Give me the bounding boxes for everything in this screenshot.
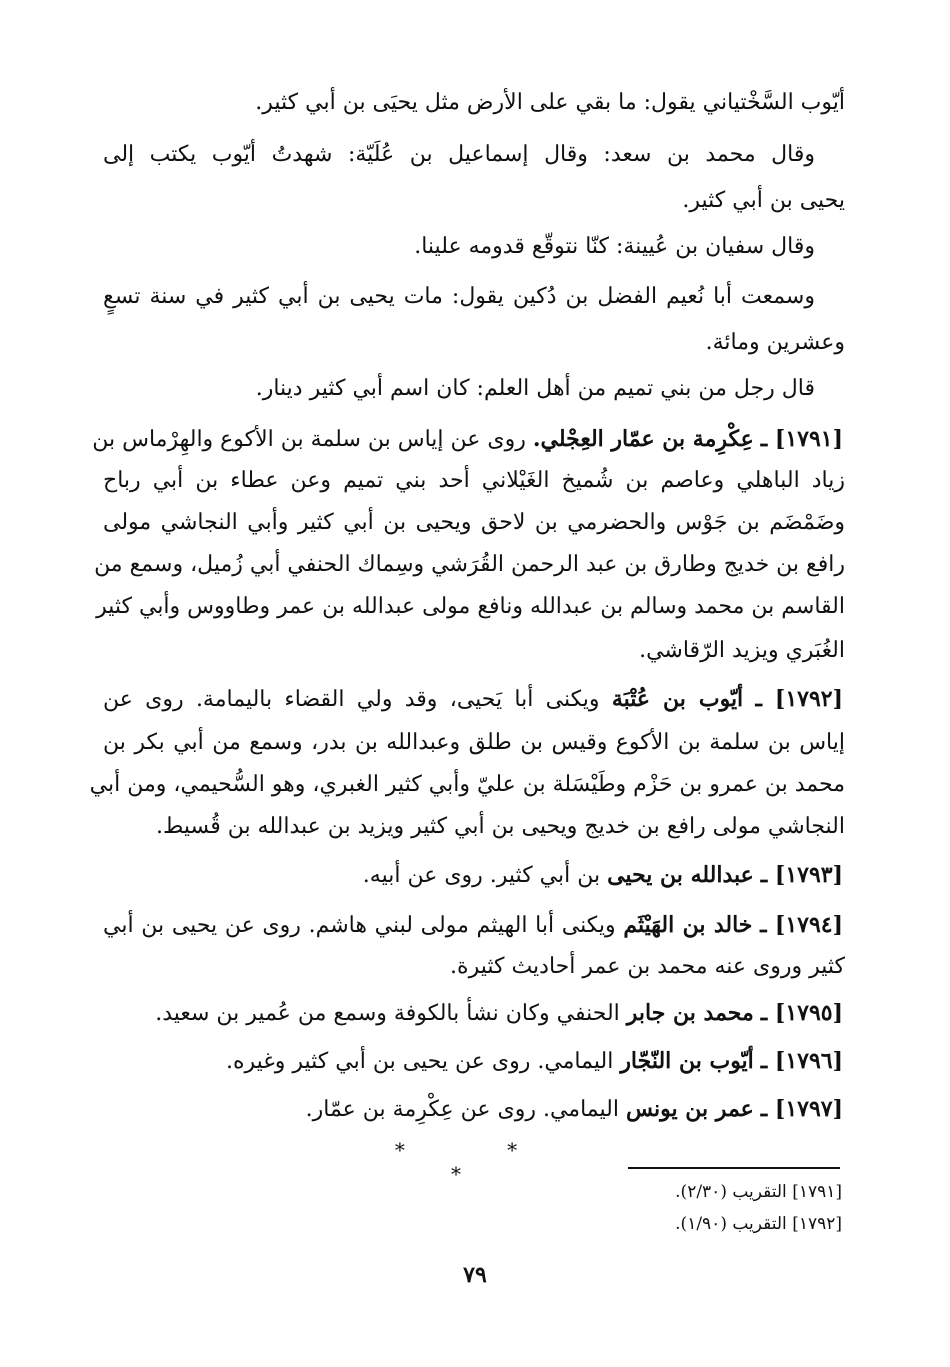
text-line: النجاشي مولى رافع بن خديج ويحيى بن أبي كثير ويزيد بن عبدالله بن قُسيط. (156, 814, 845, 839)
entry-text: اليمامي. روى عن عِكْرِمة بن عمّار. (305, 1097, 619, 1122)
entry-name: خالد بن الهَيْثَم (623, 912, 753, 938)
section-separator: * * * (394, 1138, 566, 1186)
text-line: رافع بن خديج وطارق بن عبد الرحمن القُرَشي وسِماك الحنفي أبي زُميل، وسمع من (94, 552, 845, 577)
text-line: إياس بن سلمة بن الأكوع وقيس بن طلق وعبدالله بن بدر، وسمع من أبي بكر بن (103, 730, 845, 755)
text-line: محمد بن عمرو بن حَزْم وطَيْسَلة بن عليّ وأبي كثير الغبري، وهو السُّحيمي، ومن أبي (89, 772, 845, 797)
text-line: أيّوب السَّخْتياني يقول: ما بقي على الأرض مثل يحيَى بن أبي كثير. (255, 90, 845, 115)
text-line: كثير وروى عنه محمد بن عمر أحاديث كثيرة. (450, 954, 845, 979)
text-line: قال رجل من بني تميم من أهل العلم: كان اسم أبي كثير دينار. (255, 376, 815, 401)
entry-name: أيّوب بن عُتْبَة (611, 686, 744, 712)
entry-number: [١٧٩٤] ـ (760, 912, 843, 938)
entry-text: ويكنى أبا يَحيى، وقد ولي القضاء باليمامة. روى عن (103, 687, 600, 712)
text-line: زياد الباهلي وعاصم بن شُميخ الغَيْلاني أحد بني تميم وعن عطاء بن أبي رباح (103, 468, 845, 493)
entry-1793-heading (363, 860, 843, 891)
entry-1794-heading (103, 910, 843, 941)
footnote: [١٧٩١] التقريب (٢/٣٠). (675, 1182, 842, 1202)
entry-text: الحنفي وكان نشأ بالكوفة وسمع من عُمير بن سعيد. (155, 1001, 620, 1026)
text-line: وقال سفيان بن عُيينة: كنّا نتوقّع قدومه علينا. (414, 234, 815, 259)
entry-1792-heading (103, 684, 843, 715)
entry-1791-heading (92, 424, 843, 455)
entry-name: عبدالله بن يحيى (607, 862, 754, 888)
entry-text: روى عن إياس بن سلمة بن الأكوع والهِرْماس بن (92, 427, 526, 452)
entry-number: [١٧٩٢] ـ (755, 686, 844, 712)
entry-number: [١٧٩٦] ـ (760, 1048, 843, 1074)
text-line: يحيى بن أبي كثير. (682, 188, 845, 213)
entry-text: اليمامي. روى عن يحيى بن أبي كثير وغيره. (225, 1049, 614, 1074)
entry-number: [١٧٩٣] ـ (760, 862, 843, 888)
entry-name: محمد بن جابر (626, 1000, 754, 1026)
text-line: وعشرين ومائة. (705, 330, 845, 355)
entry-number: [١٧٩١] ـ (760, 426, 843, 452)
text-line: الغُبَري ويزيد الرّقاشي. (639, 638, 845, 663)
entry-1796-heading (226, 1046, 843, 1077)
text-line: القاسم بن محمد وسالم بن عبدالله ونافع مولى عبدالله بن عمر وطاووس وأبي كثير (96, 594, 845, 619)
text-line: وضَمْضَم بن جَوْس والحضرمي بن لاحق ويحيى بن أبي كثير وأبي النجاشي مولى (103, 510, 845, 535)
entry-name: أيّوب بن النّجّار (620, 1048, 754, 1074)
text-line: وسمعت أبا نُعيم الفضل بن دُكين يقول: مات يحيى بن أبي كثير في سنة تسعٍ (103, 284, 815, 309)
entry-1795-heading (155, 998, 843, 1029)
entry-text: بن أبي كثير. روى عن أبيه. (362, 863, 601, 888)
text-line: وقال محمد بن سعد: وقال إسماعيل بن عُلَيّة: شهدتُ أيّوب يكتب إلى (103, 142, 815, 167)
entry-number: [١٧٩٧] ـ (760, 1096, 843, 1122)
entry-text: ويكنى أبا الهيثم مولى لبني هاشم. روى عن يحيى بن أبي (103, 913, 616, 938)
entry-1797-heading (306, 1094, 843, 1125)
page-number: ٧٩ (463, 1262, 487, 1288)
footnote: [١٧٩٢] التقريب (١/٩٠). (675, 1214, 842, 1234)
entry-name: عمر بن يونس (625, 1096, 754, 1122)
entry-number: [١٧٩٥] ـ (760, 1000, 843, 1026)
entry-name: عِكْرِمة بن عمّار العِجْلي. (532, 426, 754, 452)
footnote-divider (628, 1167, 840, 1169)
